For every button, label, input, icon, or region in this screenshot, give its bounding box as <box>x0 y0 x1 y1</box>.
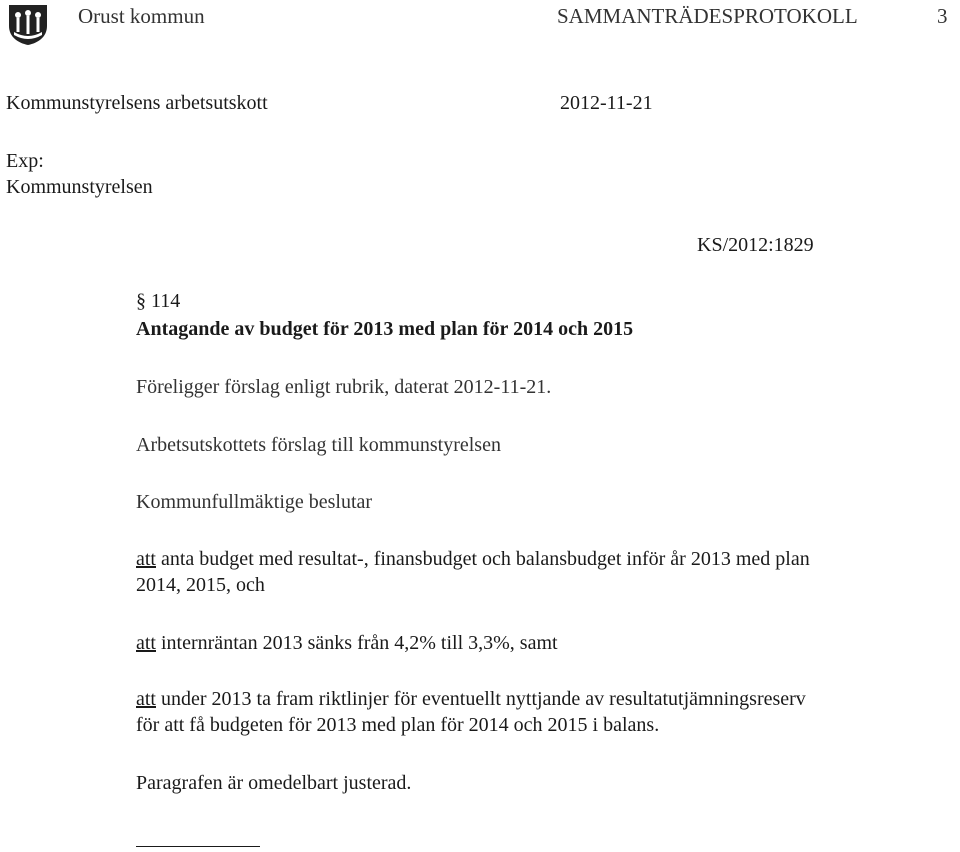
att-word: att <box>136 548 156 570</box>
signature-line <box>136 846 260 847</box>
clause-3-line-1: under 2013 ta fram riktlinjer för eventuellt nyttjande av resultatutjämningsreserv <box>161 688 806 710</box>
clause-1-line-1: anta budget med resultat-, finansbudget och balansbudget inför år 2013 med plan <box>161 548 810 570</box>
clause-3 <box>136 688 806 711</box>
municipality-name: Orust kommun <box>78 4 205 28</box>
exp-recipient: Kommunstyrelsen <box>6 176 153 198</box>
att-word: att <box>136 632 156 654</box>
document-type: SAMMANTRÄDESPROTOKOLL <box>557 4 858 28</box>
page-number: 3 <box>937 4 948 28</box>
meeting-date: 2012-11-21 <box>560 92 653 114</box>
decision-heading: Kommunfullmäktige beslutar <box>136 491 373 513</box>
clause-1-line-2: 2014, 2015, och <box>136 574 265 596</box>
section-number: 114 <box>151 290 181 312</box>
clause-3-line-2: för att få budgeten för 2013 med plan för 2014 och 2015 i balans. <box>136 714 660 736</box>
clause-2 <box>136 632 558 655</box>
clause-1 <box>136 548 810 571</box>
section-symbol: § <box>136 290 146 312</box>
proposal-heading: Arbetsutskottets förslag till kommunstyrelsen <box>136 434 501 456</box>
exp-label: Exp: <box>6 150 44 172</box>
clause-2-text: internräntan 2013 sänks från 4,2% till 3,3%, samt <box>161 632 558 654</box>
orust-coat-of-arms-icon <box>6 2 50 46</box>
justification-text: Paragrafen är omedelbart justerad. <box>136 772 412 794</box>
item-title: Antagande av budget för 2013 med plan för 2014 och 2015 <box>136 318 634 340</box>
section-heading <box>136 290 180 313</box>
case-number: KS/2012:1829 <box>697 234 814 256</box>
intro-text: Föreligger förslag enligt rubrik, daterat 2012-11-21. <box>136 376 552 398</box>
att-word: att <box>136 688 156 710</box>
committee-name: Kommunstyrelsens arbetsutskott <box>6 92 268 114</box>
